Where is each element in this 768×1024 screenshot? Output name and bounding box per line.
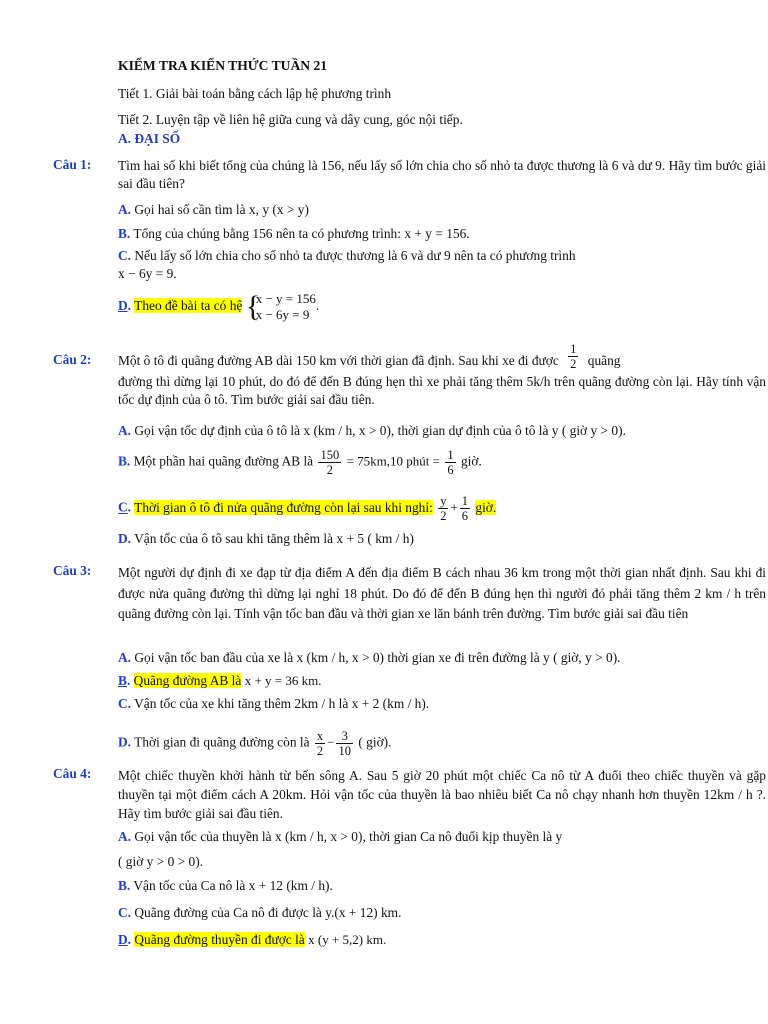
option-text: Gọi vận tốc dự định của ô tô là x (km / h, x > 0), thời gian dự định của ô tô là y ( giờ y > 0).	[134, 423, 626, 438]
question-text-line1: Một ô tô đi quãng đường AB dài 150 km với thời gian đã định. Sau khi xe đi được $\frac{1}{2}$ quãng	[118, 342, 621, 372]
option-b[interactable]: B. Một phần hai quãng đường AB là $\frac{150}{2}$ = 75km,10 phút = $\frac{1}{6}$ giờ.	[118, 448, 482, 477]
question-label: Câu 1:	[53, 157, 92, 172]
option-d[interactable]: D. Thời gian đi quãng đường còn là $\frac{x}{2}$ − $\frac{3}{10}$ ( giờ).	[118, 729, 392, 758]
equation-2: x − 6y = 9	[255, 307, 310, 322]
option-text: Thời gian ô tô đi nửa quãng đường còn lại sau khi nghỉ:	[134, 499, 433, 515]
option-d[interactable]	[118, 530, 766, 548]
option-text: Quãng đường của Ca nô đi được là y.(x + 12) km.	[134, 905, 402, 920]
option-letter: A.	[118, 202, 132, 217]
option-text: Thời gian đi quãng đường còn là	[134, 734, 310, 750]
option-letter: D	[118, 932, 128, 947]
page-title: KIỂM TRA KIẾN THỨC TUẦN 21	[118, 58, 328, 73]
option-a[interactable]	[118, 201, 766, 219]
option-text: Gọi vận tốc của thuyền là x (km / h, x > 0), thời gian Ca nô đuổi kịp thuyền là y	[134, 829, 563, 844]
option-b[interactable]: B. Quãng đường AB là x + y = 36 km.	[118, 673, 322, 688]
option-b[interactable]	[118, 225, 766, 243]
option-text: Một phần hai quãng đường AB là	[133, 453, 314, 469]
equation-system: { x − y = 156 x − 6y = 9	[245, 290, 316, 323]
question-label: Câu 2:	[53, 352, 92, 367]
option-letter: A.	[118, 423, 132, 438]
option-a[interactable]	[118, 828, 766, 846]
option-letter: C.	[118, 905, 132, 920]
option-text: Quãng đường AB là	[133, 673, 242, 688]
option-letter: D.	[118, 531, 132, 546]
fraction: $\frac{1}{6}$	[447, 448, 454, 477]
option-c[interactable]	[118, 247, 766, 265]
equation-1: x − y = 156	[255, 291, 316, 306]
option-text: Vận tốc của xe khi tăng thêm 2km / h là x + 2 (km / h).	[134, 696, 430, 711]
option-c[interactable]	[118, 904, 766, 922]
option-a-continued: ( giờ y > 0 > 0).	[118, 854, 204, 869]
option-text: Quãng đường thuyền đi được là	[134, 932, 305, 947]
question-text: Một chiếc thuyền khởi hành từ bến sông A. Sau 5 giờ 20 phút một chiếc Ca nô từ A đuổi theo chiếc thuyền và gặp thuyền tại một điểm cách A 20km. Hỏi vận tốc của thuyền là bao nhiêu biết Ca nô chạy nhanh hơn thuyền 12km / h ?. Hãy tìm bước giải sai đầu tiên.	[118, 768, 766, 821]
option-letter: C	[118, 499, 128, 515]
option-letter: B	[118, 673, 127, 688]
option-letter: C.	[118, 696, 132, 711]
option-b[interactable]	[118, 877, 766, 895]
option-text: Gọi hai số cần tìm là x, y (x > y)	[134, 202, 309, 217]
fraction: $\frac{3}{10}$	[338, 729, 351, 758]
option-a[interactable]	[118, 649, 766, 667]
option-text: Theo đề bài ta có hệ	[134, 298, 243, 314]
fraction: $\frac{x}{2}$	[316, 729, 324, 758]
option-a[interactable]	[118, 422, 766, 440]
question-label: Câu 4:	[53, 766, 92, 781]
fraction: $\frac{1}{6}$	[461, 494, 469, 523]
question-text: đường thì dừng lại 10 phút, do đó để đến B đúng hẹn thì xe phải tăng thêm 5k/h trên quãng đường còn lại. Hãy tính vận tốc dự định của ô tô. Tìm bước giải sai đầu tiên.	[118, 374, 766, 408]
option-c[interactable]: C. Thời gian ô tô đi nửa quãng đường còn lại sau khi nghỉ: $\frac{y}{2}$ + $\frac{1}{6}$ giờ.	[118, 494, 497, 523]
option-letter: B.	[118, 453, 131, 469]
option-d[interactable]: D. Quãng đường thuyền đi được là x (y + 5,2) km.	[118, 932, 387, 947]
option-letter: C.	[118, 248, 132, 263]
option-letter: D	[118, 298, 128, 314]
question-text: Một người dự định đi xe đạp từ địa điểm A đến địa điểm B cách nhau 36 km trong một thời gian nhất định. Sau khi đi được nửa quãng đường thì dừng lại nghỉ 18 phút. Do đó để đến B đúng hẹn thì người đó phải tăng thêm 2 km / h trên quãng đường còn lại. Tính vận tốc ban đầu và thời gian xe lăn bánh trên đường. Tìm bước giải sai đầu tiên	[118, 565, 766, 621]
option-letter: D.	[118, 734, 132, 750]
option-text: Gọi vận tốc ban đầu của xe là x (km / h, x > 0) thời gian xe đi trên đường là y ( giờ, y > 0).	[134, 650, 621, 665]
fraction: $\frac{1}{2}$	[570, 342, 577, 372]
lesson-1: Tiết 1. Giải bài toán bằng cách lập hệ phương trình	[118, 86, 392, 101]
option-letter: B.	[118, 226, 131, 241]
fraction: $\frac{150}{2}$	[320, 448, 340, 477]
lesson-2: Tiết 2. Luyện tập về liên hệ giữa cung và dây cung, góc nội tiếp.	[118, 112, 463, 127]
option-letter: B.	[118, 878, 131, 893]
option-letter: A.	[118, 650, 132, 665]
fraction: $\frac{y}{2}$	[440, 494, 447, 523]
option-text: Nếu lấy số lớn chia cho số nhỏ ta được thương là 6 và dư 9 nên ta có phương trình	[134, 248, 576, 263]
option-d[interactable]: D. Theo đề bài ta có hệ { x − y = 156 x − 6y = 9 .	[118, 290, 320, 323]
option-text: Tổng của chúng bằng 156 nên ta có phương trình: x + y = 156.	[133, 226, 470, 241]
option-text: Vận tốc của Ca nô là x + 12 (km / h).	[133, 878, 333, 893]
option-c-continued: x − 6y = 9.	[118, 266, 177, 281]
section-heading: A. ĐẠI SỐ	[118, 131, 181, 146]
question-text: Tìm hai số khi biết tổng của chúng là 156, nếu lấy số lớn chia cho số nhỏ ta được thương là 6 và dư 9. Hãy tìm bước giải sai đầu tiên?	[118, 158, 766, 192]
option-letter: A.	[118, 829, 132, 844]
option-c[interactable]	[118, 695, 766, 713]
option-text: Vận tốc của ô tô sau khi tăng thêm là x + 5 ( km / h)	[134, 531, 414, 546]
question-label: Câu 3:	[53, 563, 92, 578]
